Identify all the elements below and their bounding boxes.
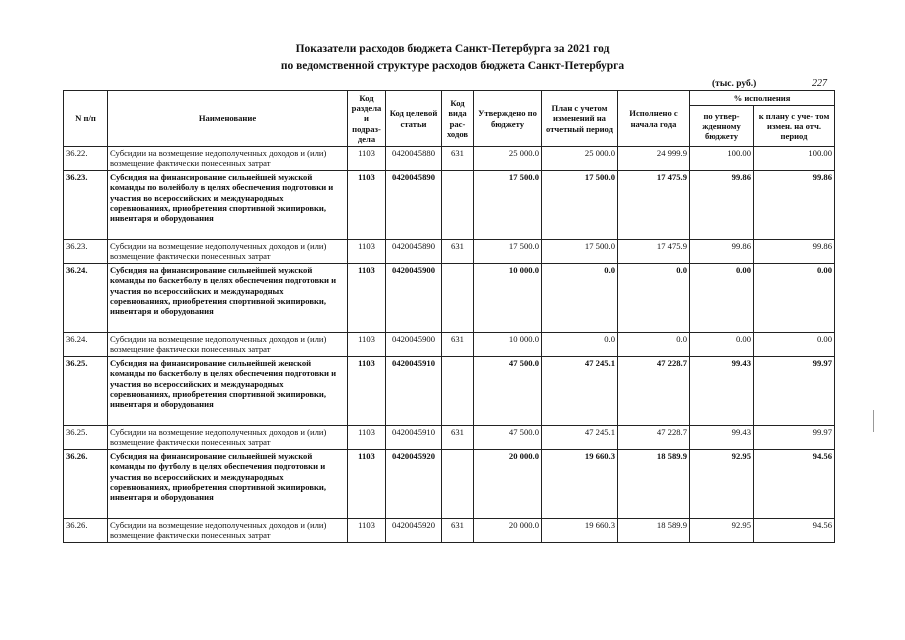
row-type: 631 — [442, 519, 474, 543]
table-row — [64, 147, 835, 171]
row-type — [442, 357, 474, 426]
row-approved: 10 000.0 — [474, 264, 542, 333]
row-name: Субсидии на возмещение недополученных доходов и (или) возмещение фактически понесенных затрат — [108, 519, 348, 543]
row-pct-approved: 100.00 — [690, 147, 754, 171]
row-section: 1103 — [348, 147, 386, 171]
table-row — [64, 357, 835, 426]
col-executed-header: Исполнено с начала года — [618, 91, 690, 147]
row-pct-approved: 0.00 — [690, 333, 754, 357]
row-target: 0420045890 — [386, 171, 442, 240]
row-section: 1103 — [348, 357, 386, 426]
table-row — [64, 519, 835, 543]
row-approved: 10 000.0 — [474, 333, 542, 357]
row-name: Субсидии на возмещение недополученных доходов и (или) возмещение фактически понесенных затрат — [108, 426, 348, 450]
row-executed: 0.0 — [618, 264, 690, 333]
row-executed: 18 589.9 — [618, 519, 690, 543]
row-pct-approved: 99.43 — [690, 357, 754, 426]
col-num-header: N п/п — [64, 91, 108, 147]
row-section: 1103 — [348, 519, 386, 543]
row-type — [442, 264, 474, 333]
row-target: 0420045900 — [386, 264, 442, 333]
table-row — [64, 240, 835, 264]
row-type: 631 — [442, 426, 474, 450]
row-num: 36.23. — [64, 240, 108, 264]
row-pct-plan: 100.00 — [754, 147, 835, 171]
row-name: Субсидия на финансирование сильнейшей мужской команды по волейболу в целях обеспечения подготовки и участия во всероссийских и международных соревнованиях, приобретения спортивной экипировки, инвентаря и оборудования — [108, 171, 348, 240]
row-name: Субсидия на финансирование сильнейшей женской команды по баскетболу в целях обеспечения подготовки и участия во всероссийских и международных соревнованиях, приобретения спортивной экипировки, инвентаря и оборудования — [108, 357, 348, 426]
row-target: 0420045920 — [386, 519, 442, 543]
row-pct-approved: 92.95 — [690, 519, 754, 543]
row-name: Субсидии на возмещение недополученных доходов и (или) возмещение фактически понесенных затрат — [108, 333, 348, 357]
row-num: 36.25. — [64, 426, 108, 450]
row-pct-plan: 99.97 — [754, 426, 835, 450]
row-target: 0420045890 — [386, 240, 442, 264]
table-row — [64, 333, 835, 357]
units-label: (тыс. руб.) — [712, 79, 757, 89]
row-type — [442, 450, 474, 519]
row-executed: 24 999.9 — [618, 147, 690, 171]
page-number: 227 — [812, 78, 827, 89]
row-plan: 25 000.0 — [542, 147, 618, 171]
report-title: Показатели расходов бюджета Санкт-Петербурга за 2021 год — [295, 43, 610, 55]
row-approved: 47 500.0 — [474, 426, 542, 450]
expenditure-table — [63, 90, 835, 543]
col-name-header: Наименование — [108, 91, 348, 147]
row-type: 631 — [442, 147, 474, 171]
col-type-header: Код вида рас- ходов — [442, 91, 474, 147]
row-plan: 0.0 — [542, 264, 618, 333]
row-type: 631 — [442, 333, 474, 357]
row-section: 1103 — [348, 264, 386, 333]
row-section: 1103 — [348, 426, 386, 450]
row-section: 1103 — [348, 171, 386, 240]
row-executed: 0.0 — [618, 333, 690, 357]
table-row — [64, 426, 835, 450]
row-plan: 19 660.3 — [542, 519, 618, 543]
table-row — [64, 264, 835, 333]
row-target: 0420045910 — [386, 426, 442, 450]
row-plan: 17 500.0 — [542, 171, 618, 240]
row-plan: 19 660.3 — [542, 450, 618, 519]
row-executed: 17 475.9 — [618, 171, 690, 240]
row-num: 36.23. — [64, 171, 108, 240]
row-pct-plan: 94.56 — [754, 519, 835, 543]
row-target: 0420045900 — [386, 333, 442, 357]
row-target: 0420045910 — [386, 357, 442, 426]
row-pct-approved: 92.95 — [690, 450, 754, 519]
row-pct-approved: 99.86 — [690, 171, 754, 240]
row-approved: 20 000.0 — [474, 450, 542, 519]
row-plan: 0.0 — [542, 333, 618, 357]
col-target-header: Код целевой статьи — [386, 91, 442, 147]
row-plan: 47 245.1 — [542, 426, 618, 450]
table-row — [64, 171, 835, 240]
row-plan: 17 500.0 — [542, 240, 618, 264]
row-approved: 17 500.0 — [474, 171, 542, 240]
row-type — [442, 171, 474, 240]
row-pct-approved: 99.43 — [690, 426, 754, 450]
row-section: 1103 — [348, 240, 386, 264]
row-target: 0420045880 — [386, 147, 442, 171]
row-approved: 47 500.0 — [474, 357, 542, 426]
row-pct-approved: 99.86 — [690, 240, 754, 264]
row-approved: 25 000.0 — [474, 147, 542, 171]
row-pct-plan: 0.00 — [754, 264, 835, 333]
row-approved: 17 500.0 — [474, 240, 542, 264]
row-num: 36.24. — [64, 333, 108, 357]
row-pct-plan: 0.00 — [754, 333, 835, 357]
row-section: 1103 — [348, 333, 386, 357]
table-row — [64, 450, 835, 519]
row-name: Субсидия на финансирование сильнейшей мужской команды по баскетболу в целях обеспечения подготовки и участия во всероссийских и международных соревнованиях, приобретения спортивной экипировки, инвентаря и оборудования — [108, 264, 348, 333]
row-pct-plan: 94.56 — [754, 450, 835, 519]
col-percent-group-header: % исполнения — [690, 91, 835, 106]
row-executed: 18 589.9 — [618, 450, 690, 519]
col-section-header: Код раздела и подраз- дела — [348, 91, 386, 147]
row-num: 36.26. — [64, 450, 108, 519]
row-target: 0420045920 — [386, 450, 442, 519]
row-executed: 47 228.7 — [618, 426, 690, 450]
row-num: 36.24. — [64, 264, 108, 333]
row-pct-plan: 99.86 — [754, 171, 835, 240]
row-executed: 17 475.9 — [618, 240, 690, 264]
scan-mark — [873, 410, 874, 432]
report-subtitle: по ведомственной структуре расходов бюджета Санкт-Петербурга — [280, 60, 625, 72]
row-num: 36.26. — [64, 519, 108, 543]
row-approved: 20 000.0 — [474, 519, 542, 543]
row-plan: 47 245.1 — [542, 357, 618, 426]
row-name: Субсидии на возмещение недополученных доходов и (или) возмещение фактически понесенных затрат — [108, 240, 348, 264]
col-plan-header: План с учетом изменений на отчетный период — [542, 91, 618, 147]
col-pct-approved-header: по утвер- жденному бюджету — [690, 106, 754, 147]
col-pct-plan-header: к плану с уче- том измен. на отч. период — [754, 106, 835, 147]
row-name: Субсидия на финансирование сильнейшей мужской команды по футболу в целях обеспечения подготовки и участия во всероссийских и международных соревнованиях, приобретения спортивной экипировки, инвентаря и оборудования — [108, 450, 348, 519]
row-executed: 47 228.7 — [618, 357, 690, 426]
row-pct-approved: 0.00 — [690, 264, 754, 333]
row-pct-plan: 99.86 — [754, 240, 835, 264]
col-approved-header: Утверждено по бюджету — [474, 91, 542, 147]
row-type: 631 — [442, 240, 474, 264]
row-num: 36.25. — [64, 357, 108, 426]
row-name: Субсидии на возмещение недополученных доходов и (или) возмещение фактически понесенных затрат — [108, 147, 348, 171]
row-pct-plan: 99.97 — [754, 357, 835, 426]
row-section: 1103 — [348, 450, 386, 519]
row-num: 36.22. — [64, 147, 108, 171]
